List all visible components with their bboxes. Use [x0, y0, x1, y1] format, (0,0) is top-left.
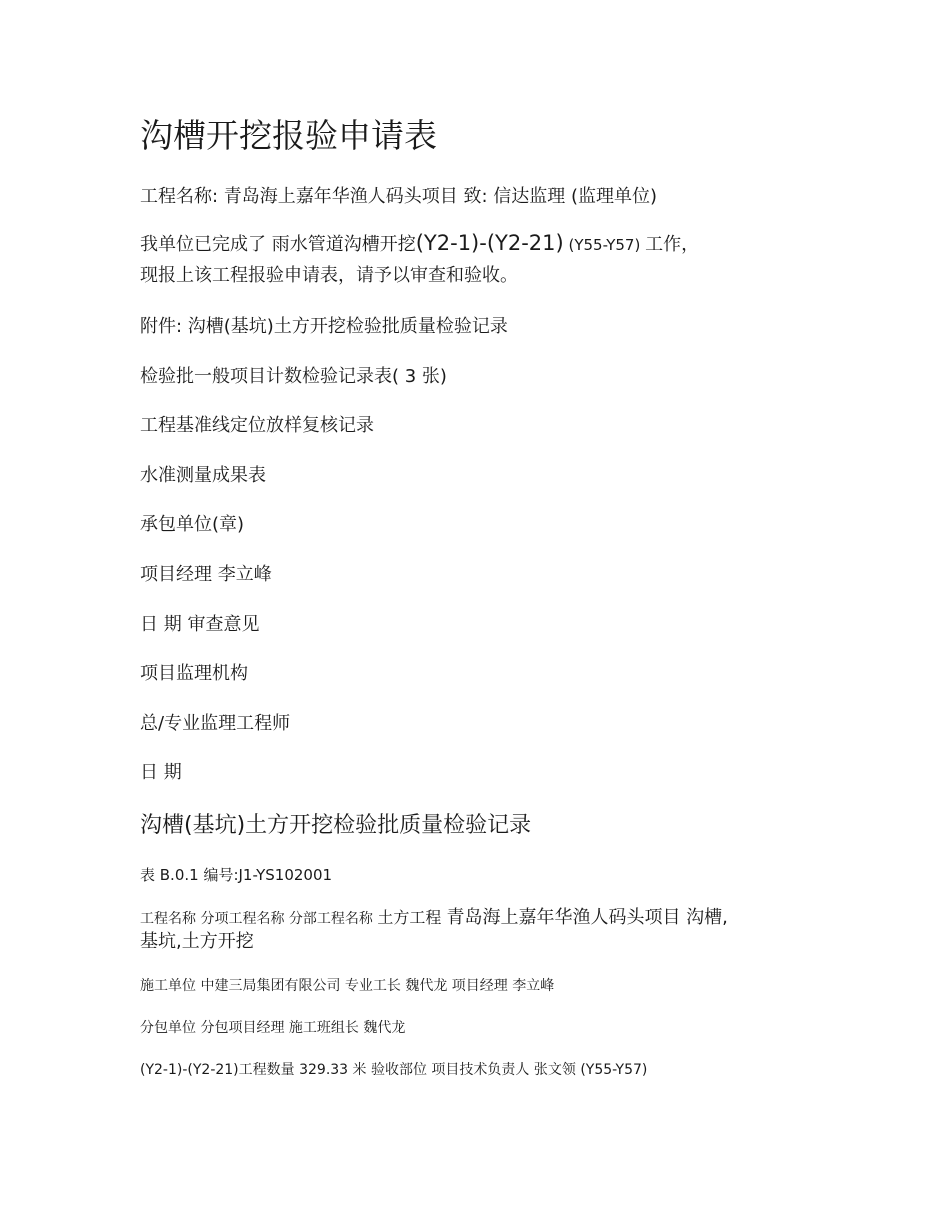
record-row-1-labels: 工程名称 分项工程名称 分部工程名称 — [140, 911, 378, 927]
statement-line-2: 现报上该工程报验申请表，请予以审查和验收。 — [140, 265, 518, 286]
statement-line-1 — [140, 231, 699, 257]
statement-part-b: (Y2-1)-(Y2-21) — [415, 231, 564, 255]
contractor-label: 承包单位(章) — [140, 514, 245, 535]
record-row-3: 分包单位 分包项目经理 施工班组长 魏代龙 — [140, 1020, 406, 1036]
chief-engineer: 总/专业监理工程师 — [140, 713, 291, 734]
record-row-2: 施工单位 中建三局集团有限公司 专业工长 魏代龙 项目经理 李立峰 — [140, 978, 555, 994]
project-line: 工程名称: 青岛海上嘉年华渔人码头项目 致: 信达监理 (监理单位) — [140, 186, 658, 207]
attachment-1: 附件: 沟槽(基坑)土方开挖检验批质量检验记录 — [140, 316, 508, 337]
project-manager: 项目经理 李立峰 — [140, 564, 272, 585]
statement-part-d: 工作， — [645, 234, 700, 255]
date-2: 日 期 — [140, 762, 182, 783]
statement-part-a: 我单位已完成了 雨水管道沟槽开挖 — [140, 234, 416, 255]
record-row-1 — [140, 906, 728, 930]
attachment-4: 水准测量成果表 — [140, 465, 266, 486]
record-row-4: (Y2-1)-(Y2-21)工程数量 329.33 米 验收部位 项目技术负责人 张文领 (Y55-Y57) — [140, 1062, 648, 1078]
record-row-1-line2: 基坑,土方开挖 — [140, 931, 254, 952]
section-title: 沟槽(基坑)土方开挖检验批质量检验记录 — [140, 813, 532, 838]
statement-part-c: (Y55-Y57) — [563, 236, 646, 254]
attachment-2: 检验批一般项目计数检验记录表( 3 张) — [140, 366, 447, 387]
table-number: 表 B.0.1 编号:J1-YS102001 — [140, 866, 333, 884]
document-title: 沟槽开挖报验申请表 — [140, 116, 437, 155]
record-row-1-division: 土方工程 — [377, 908, 447, 927]
date-review: 日 期 审查意见 — [140, 614, 260, 635]
attachment-3: 工程基准线定位放样复核记录 — [140, 415, 374, 436]
record-row-1-project: 青岛海上嘉年华渔人码头项目 沟槽, — [446, 907, 728, 928]
supervision-org: 项目监理机构 — [140, 663, 248, 684]
